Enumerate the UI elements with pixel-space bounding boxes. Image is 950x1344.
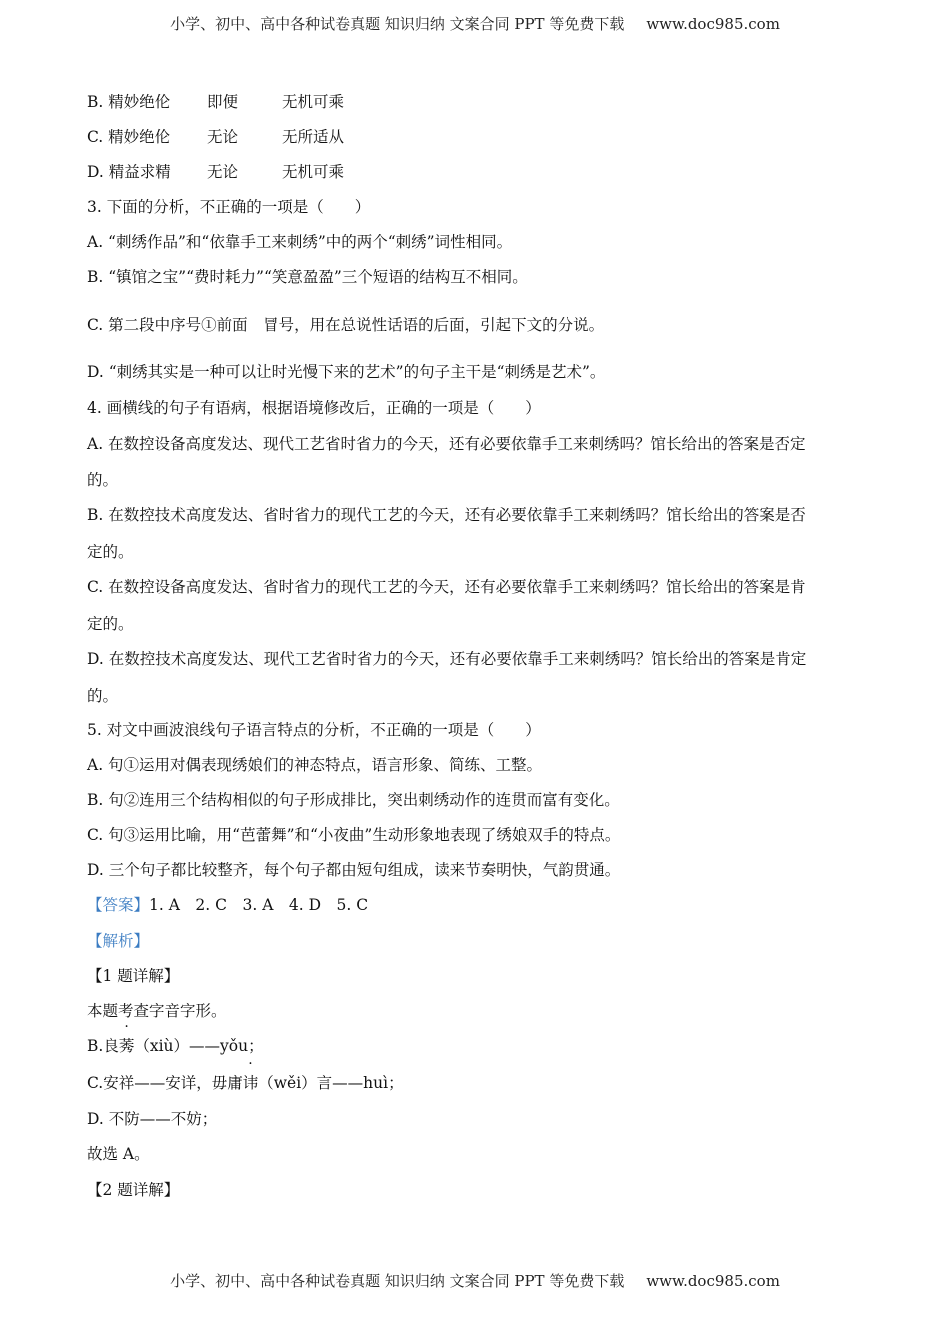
- q5-stem: 5. 对文中画波浪线句子语言特点的分析，不正确的一项是（ ）: [87, 721, 541, 739]
- q1-intro: 本题考查字音字形。: [87, 1002, 227, 1020]
- q4-option-a: A. 在数控设备高度发达、现代工艺省时省力的今天，还有必要依靠手工来刺绣吗？馆长给出的答案是否定: [87, 435, 806, 453]
- q5-option-a: A. 句①运用对偶表现绣娘们的神态特点，语言形象、简练、工整。: [87, 756, 543, 774]
- q2-detail-title: 【2 题详解】: [87, 1181, 180, 1199]
- q2-option-c: C. 精妙绝伦 无论 无所适从: [87, 128, 345, 146]
- q5-option-c: C. 句③运用比喻，用“芭蕾舞”和“小夜曲”生动形象地表现了绣娘双手的特点。: [87, 826, 621, 844]
- q4-option-b: B. 在数控技术高度发达、省时省力的现代工艺的今天，还有必要依靠手工来刺绣吗？馆长给出的答案是否: [87, 506, 806, 524]
- q3-option-a: A. “刺绣作品”和“依靠手工来刺绣”中的两个“刺绣”词性相同。: [87, 233, 513, 251]
- answer-line: [87, 893, 368, 915]
- footer-text: 小学、初中、高中各种试卷真题 知识归纳 文案合同 PPT 等免费下载: [170, 1272, 625, 1290]
- q4-option-c: C. 在数控设备高度发达、省时省力的现代工艺的今天，还有必要依靠手工来刺绣吗？馆长给出的答案是肯: [87, 578, 806, 596]
- q4-option-d-cont: 的。: [87, 687, 119, 705]
- q3-option-d: D. “刺绣其实是一种可以让时光慢下来的艺术”的句子主干是“刺绣是艺术”。: [87, 363, 606, 381]
- q5-option-b: B. 句②连用三个结构相似的句子形成排比，突出刺绣动作的连贯而富有变化。: [87, 791, 620, 809]
- answer-label: 【答案】: [87, 896, 150, 914]
- q1-detail-d: D. 不防——不妨；: [87, 1110, 218, 1128]
- q3-option-b: B. “镇馆之宝”“费时耗力”“笑意盈盈”三个短语的结构互不相同。: [87, 268, 528, 286]
- q1-detail-title: 【1 题详解】: [87, 967, 180, 985]
- header-site-link[interactable]: www.doc985.com: [646, 15, 780, 33]
- q1-detail-b: B.良莠（xiù）——yǒu；: [87, 1034, 264, 1056]
- page-header: [0, 13, 950, 34]
- page-footer: [0, 1270, 950, 1291]
- q3-option-c: C. 第二段中序号①前面 冒号，用在总说性话语的后面，引起下文的分说。: [87, 316, 605, 334]
- header-text: 小学、初中、高中各种试卷真题 知识归纳 文案合同 PPT 等免费下载: [170, 15, 625, 33]
- analysis-label: 【解析】: [87, 932, 150, 950]
- q4-option-b-cont: 定的。: [87, 543, 134, 561]
- emphasis-char: 莠: [118, 1037, 135, 1055]
- q1-conclusion: 故选 A。: [87, 1145, 150, 1163]
- q5-option-d: D. 三个句子都比较整齐，每个句子都由短句组成，读来节奏明快，气韵贯通。: [87, 861, 621, 879]
- q4-option-c-cont: 定的。: [87, 615, 134, 633]
- q1-detail-c: C.安祥——安详，毋庸讳（wěi）言——huì；: [87, 1071, 404, 1093]
- q3-stem: 3. 下面的分析，不正确的一项是（ ）: [87, 198, 371, 216]
- q4-option-a-cont: 的。: [87, 471, 119, 489]
- q2-option-d: D. 精益求精 无论 无机可乘: [87, 163, 345, 181]
- q4-option-d: D. 在数控技术高度发达、现代工艺省时省力的今天，还有必要依靠手工来刺绣吗？馆长给出的答案是肯定: [87, 650, 807, 668]
- emphasis-char: 讳: [242, 1074, 259, 1092]
- q4-stem: 4. 画横线的句子有语病，根据语境修改后，正确的一项是（ ）: [87, 399, 541, 417]
- footer-site-link[interactable]: www.doc985.com: [646, 1272, 780, 1290]
- q2-option-b: B. 精妙绝伦 即便 无机可乘: [87, 93, 345, 111]
- answer-text: 1. A 2. C 3. A 4. D 5. C: [149, 896, 369, 914]
